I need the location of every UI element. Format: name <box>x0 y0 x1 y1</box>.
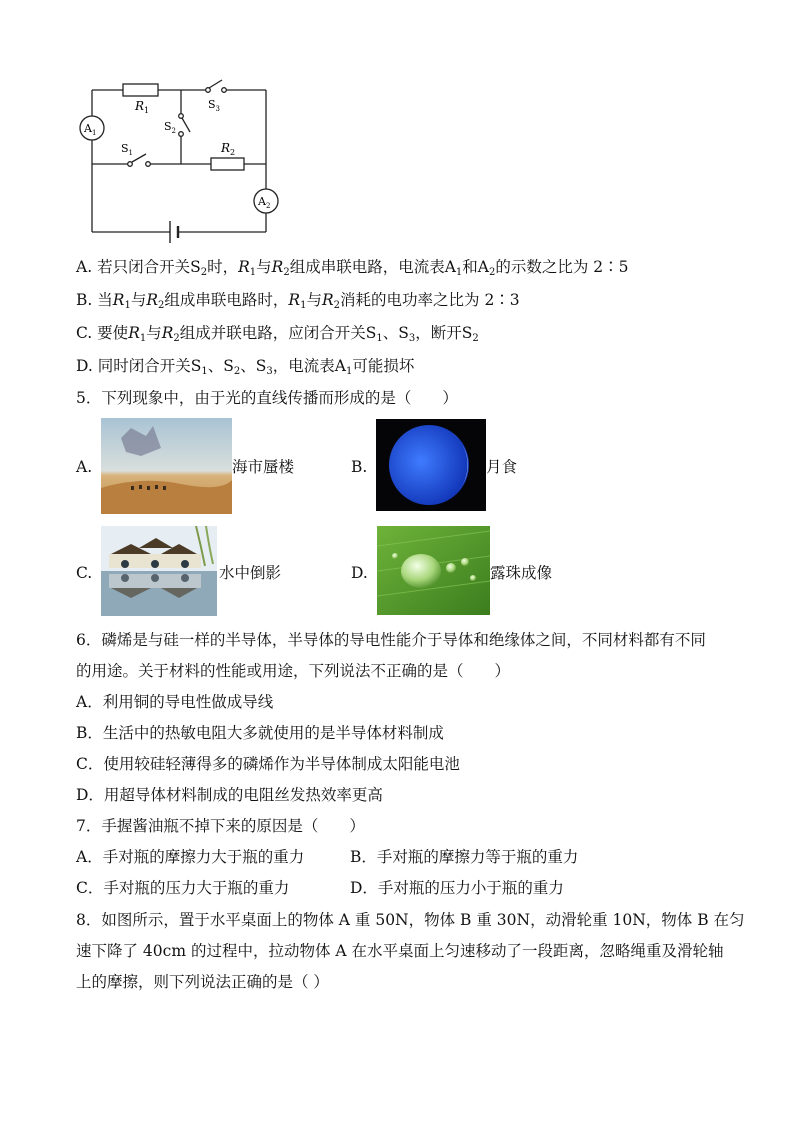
q6-stem-line1: 6．磷烯是与硅一样的半导体，半导体的导电性能介于导体和绝缘体之间，不同材料都有不同 <box>76 631 706 649</box>
q7-option-a: A．手对瓶的摩擦力大于瓶的重力 <box>76 848 305 866</box>
svg-text:R1: $R_1$ <box>135 99 150 115</box>
svg-text:A2: $A_2$ <box>258 195 271 210</box>
resistor-r1 <box>123 84 158 96</box>
circuit-diagram <box>78 76 282 246</box>
q5-option-c-letter: C. <box>76 564 93 582</box>
svg-text:R2: $R_2$ <box>221 141 236 157</box>
q8-line2: 速下降了 40cm 的过程中，拉动物体 A 在水平桌面上匀速移动了一段距离，忽略绳重及滑轮轴 <box>76 942 724 960</box>
q5-stem: 5．下列现象中，由于光的直线传播而形成的是（ ） <box>76 389 458 407</box>
svg-text:S1: $S_1$ <box>121 142 134 157</box>
q7-option-b: B．手对瓶的摩擦力等于瓶的重力 <box>350 848 579 866</box>
q5-option-a-text: 海市蜃楼 <box>232 458 295 476</box>
q5-option-c-text: 水中倒影 <box>219 564 282 582</box>
q5-option-a-letter: A. <box>76 458 93 476</box>
q6-option-a: A．利用铜的导电性做成导线 <box>76 693 274 711</box>
q4-option-d: D. 同时闭合开关$S_1$、$S_2$、$S_3$，电流表$A_1$可能损坏 <box>76 357 415 377</box>
svg-text:A1: $A_1$ <box>84 122 97 137</box>
q4-option-b: B. 当$R_1$与$R_2$组成串联电路时，$R_1$与$R_2$消耗的电功率之比为 2∶3 <box>76 291 520 311</box>
q4-option-a: A. 若只闭合开关$S_2$时，$R_1$与$R_2$组成串联电路，电流表$A_1$和$A_2$的示数之比为 2∶5 <box>76 258 629 278</box>
mirage-image <box>101 418 232 514</box>
switch-s2 <box>179 114 190 137</box>
q6-option-c: C．使用较硅轻薄得多的磷烯作为半导体制成太阳能电池 <box>76 755 460 773</box>
lunar-eclipse-image <box>376 419 486 511</box>
q7-option-c: C．手对瓶的压力大于瓶的重力 <box>76 879 290 897</box>
battery <box>170 221 178 243</box>
switch-s3 <box>206 80 227 92</box>
q6-option-d: D．用超导体材料制成的电阻丝发热效率更高 <box>76 786 383 804</box>
q6-stem-line2: 的用途。关于材料的性能或用途，下列说法不正确的是（ ） <box>76 662 511 680</box>
q5-option-b-letter: B. <box>351 458 368 476</box>
svg-text:S2: $S_2$ <box>164 120 177 135</box>
q5-option-d-text: 露珠成像 <box>490 564 553 582</box>
resistor-r2 <box>211 158 244 170</box>
dewdrop-image <box>377 526 490 615</box>
q5-option-d-letter: D. <box>351 564 368 582</box>
q7-option-d: D．手对瓶的压力小于瓶的重力 <box>350 879 564 897</box>
svg-text:S3: $S_3$ <box>208 98 221 113</box>
q7-stem: 7．手握酱油瓶不掉下来的原因是（ ） <box>76 817 365 835</box>
q8-line3: 上的摩擦，则下列说法正确的是（ ） <box>76 973 329 991</box>
reflection-image <box>101 526 217 616</box>
q4-option-c: C. 要使$R_1$与$R_2$组成并联电路，应闭合开关$S_1$、$S_3$，断开$S_2$ <box>76 324 479 344</box>
q8-line1: 8．如图所示，置于水平桌面上的物体 A 重 50N，物体 B 重 30N，动滑轮重 10N，物体 B 在匀 <box>76 911 745 929</box>
q6-option-b: B．生活中的热敏电阻大多就使用的是半导体材料制成 <box>76 724 444 742</box>
q5-option-b-text: 月食 <box>486 458 518 476</box>
